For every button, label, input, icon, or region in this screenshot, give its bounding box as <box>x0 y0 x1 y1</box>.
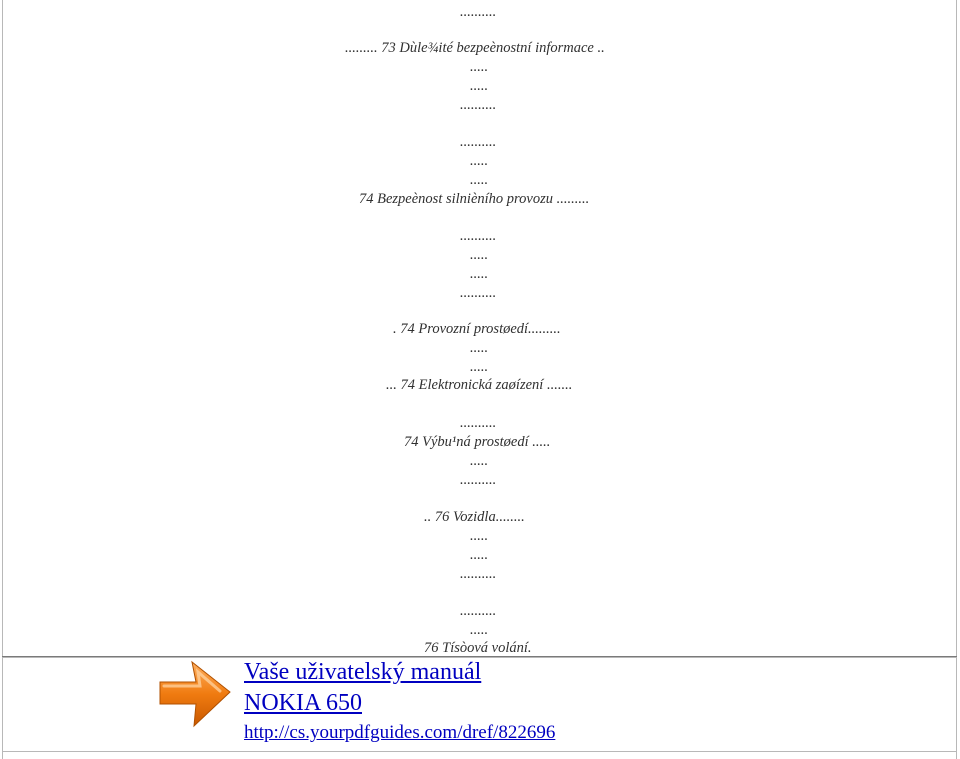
toc-line: .......... <box>460 134 497 150</box>
toc-line: ..... <box>470 59 489 75</box>
toc-entry-explosive-environment: 74 Výbu¹ná prostøedí ..... <box>404 434 551 450</box>
toc-line: ..... <box>470 78 489 94</box>
toc-entry-electronic-devices: ... 74 Elektronická zaøízení ....... <box>386 377 573 393</box>
toc-line: ..... <box>470 153 489 169</box>
toc-entry-important-safety: ......... 73 Dùle¾ité bezpeènostní informace .. <box>345 40 605 56</box>
toc-line: ..... <box>470 622 489 638</box>
toc-entry-vehicles: .. 76 Vozidla........ <box>424 509 525 525</box>
toc-line: ..... <box>470 453 489 469</box>
toc-line: .......... <box>460 285 497 301</box>
device-model-link[interactable]: NOKIA 650 <box>244 690 362 716</box>
toc-line: ..... <box>470 340 489 356</box>
orange-arrow-icon <box>156 656 234 732</box>
toc-line: .......... <box>460 472 497 488</box>
toc-line: ..... <box>470 172 489 188</box>
toc-entry-road-safety: 74 Bezpeènost silnièního provozu ......... <box>359 191 590 207</box>
toc-line: ..... <box>470 266 489 282</box>
toc-line: .......... <box>460 566 497 582</box>
toc-line: .......... <box>460 4 497 20</box>
toc-line: ..... <box>470 528 489 544</box>
toc-line: ..... <box>470 247 489 263</box>
toc-line: .......... <box>460 228 497 244</box>
toc-entry-emergency-calls: 76 Tísòová volání. <box>424 640 532 656</box>
toc-entry-operating-environment: . 74 Provozní prostøedí......... <box>393 321 561 337</box>
toc-line: ..... <box>470 359 489 375</box>
toc-line: .......... <box>460 603 497 619</box>
manual-title-link[interactable]: Vaše uživatelský manuál <box>244 659 482 685</box>
toc-line: ..... <box>470 547 489 563</box>
toc-line: .......... <box>460 415 497 431</box>
toc-line: .......... <box>460 97 497 113</box>
manual-url-link[interactable]: http://cs.yourpdfguides.com/dref/822696 <box>244 722 556 743</box>
